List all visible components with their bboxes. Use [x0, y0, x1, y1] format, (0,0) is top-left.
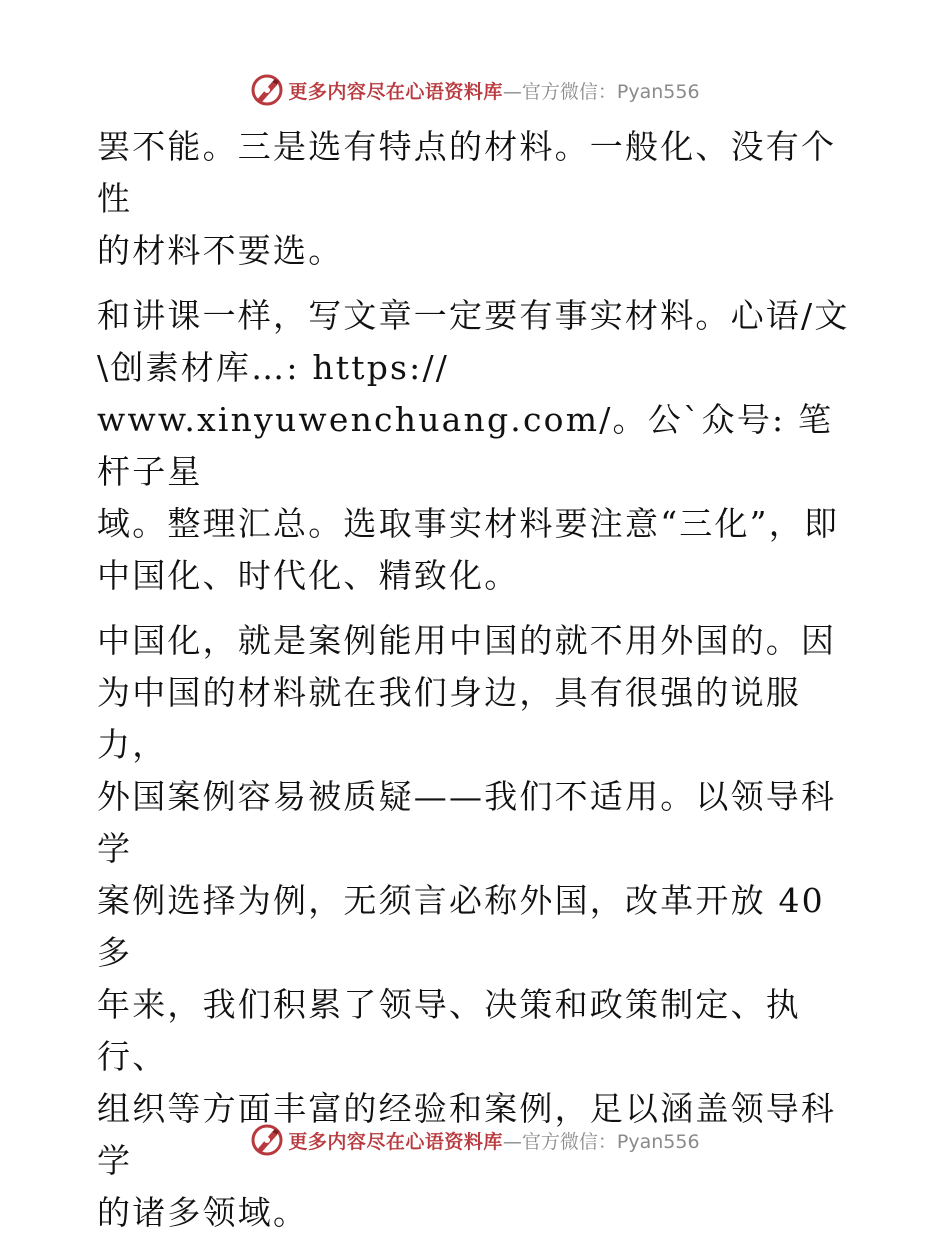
banner-title: 更多内容尽在心语资料库: [288, 80, 503, 103]
paragraph-line: 罢不能。三是选有特点的材料。一般化、没有个性: [97, 127, 837, 218]
paragraph-line: 的材料不要选。: [97, 231, 344, 270]
paragraph-line: 域。整理汇总。选取事实材料要注意“三化”，即: [97, 504, 840, 543]
paragraph-line: 组织等方面丰富的经验和案例，足以涵盖领导科学: [97, 1089, 837, 1180]
paragraph-line: www.xinyuwenchuang.com/。公`众号: 笔杆子星: [97, 400, 834, 491]
banner-title: 更多内容尽在心语资料库: [288, 1130, 503, 1153]
document-body: [97, 121, 857, 1252]
paragraph-2: [97, 290, 857, 602]
paragraph-line: 的诸多领域。: [97, 1193, 309, 1232]
banner-contact: —官方微信：Pyan556: [502, 1130, 700, 1153]
paragraph-line: 和讲课一样，写文章一定要有事实材料。心语/文: [97, 296, 850, 335]
paragraph-line: \创素材库…: https://: [97, 348, 450, 387]
banner-contact: —官方微信：Pyan556: [502, 80, 700, 103]
paragraph-line: 为中国的材料就在我们身边，具有很强的说服力，: [97, 673, 801, 764]
pen-circle-logo-icon: [250, 73, 284, 107]
header-banner: [0, 72, 950, 108]
paragraph-1: [97, 121, 857, 277]
paragraph-line: 中国化，就是案例能用中国的就不用外国的。因: [97, 621, 837, 660]
paragraph-line: 年来，我们积累了领导、决策和政策制定、执行、: [97, 985, 801, 1076]
paragraph-line: 中国化、时代化、精致化。: [97, 556, 520, 595]
paragraph-line: 外国案例容易被质疑——我们不适用。以领导科学: [97, 777, 837, 868]
pen-circle-logo-icon: [250, 1123, 284, 1157]
footer-banner: [0, 1122, 950, 1158]
paragraph-line: 案例选择为例，无须言必称外国，改革开放 40 多: [97, 881, 825, 972]
